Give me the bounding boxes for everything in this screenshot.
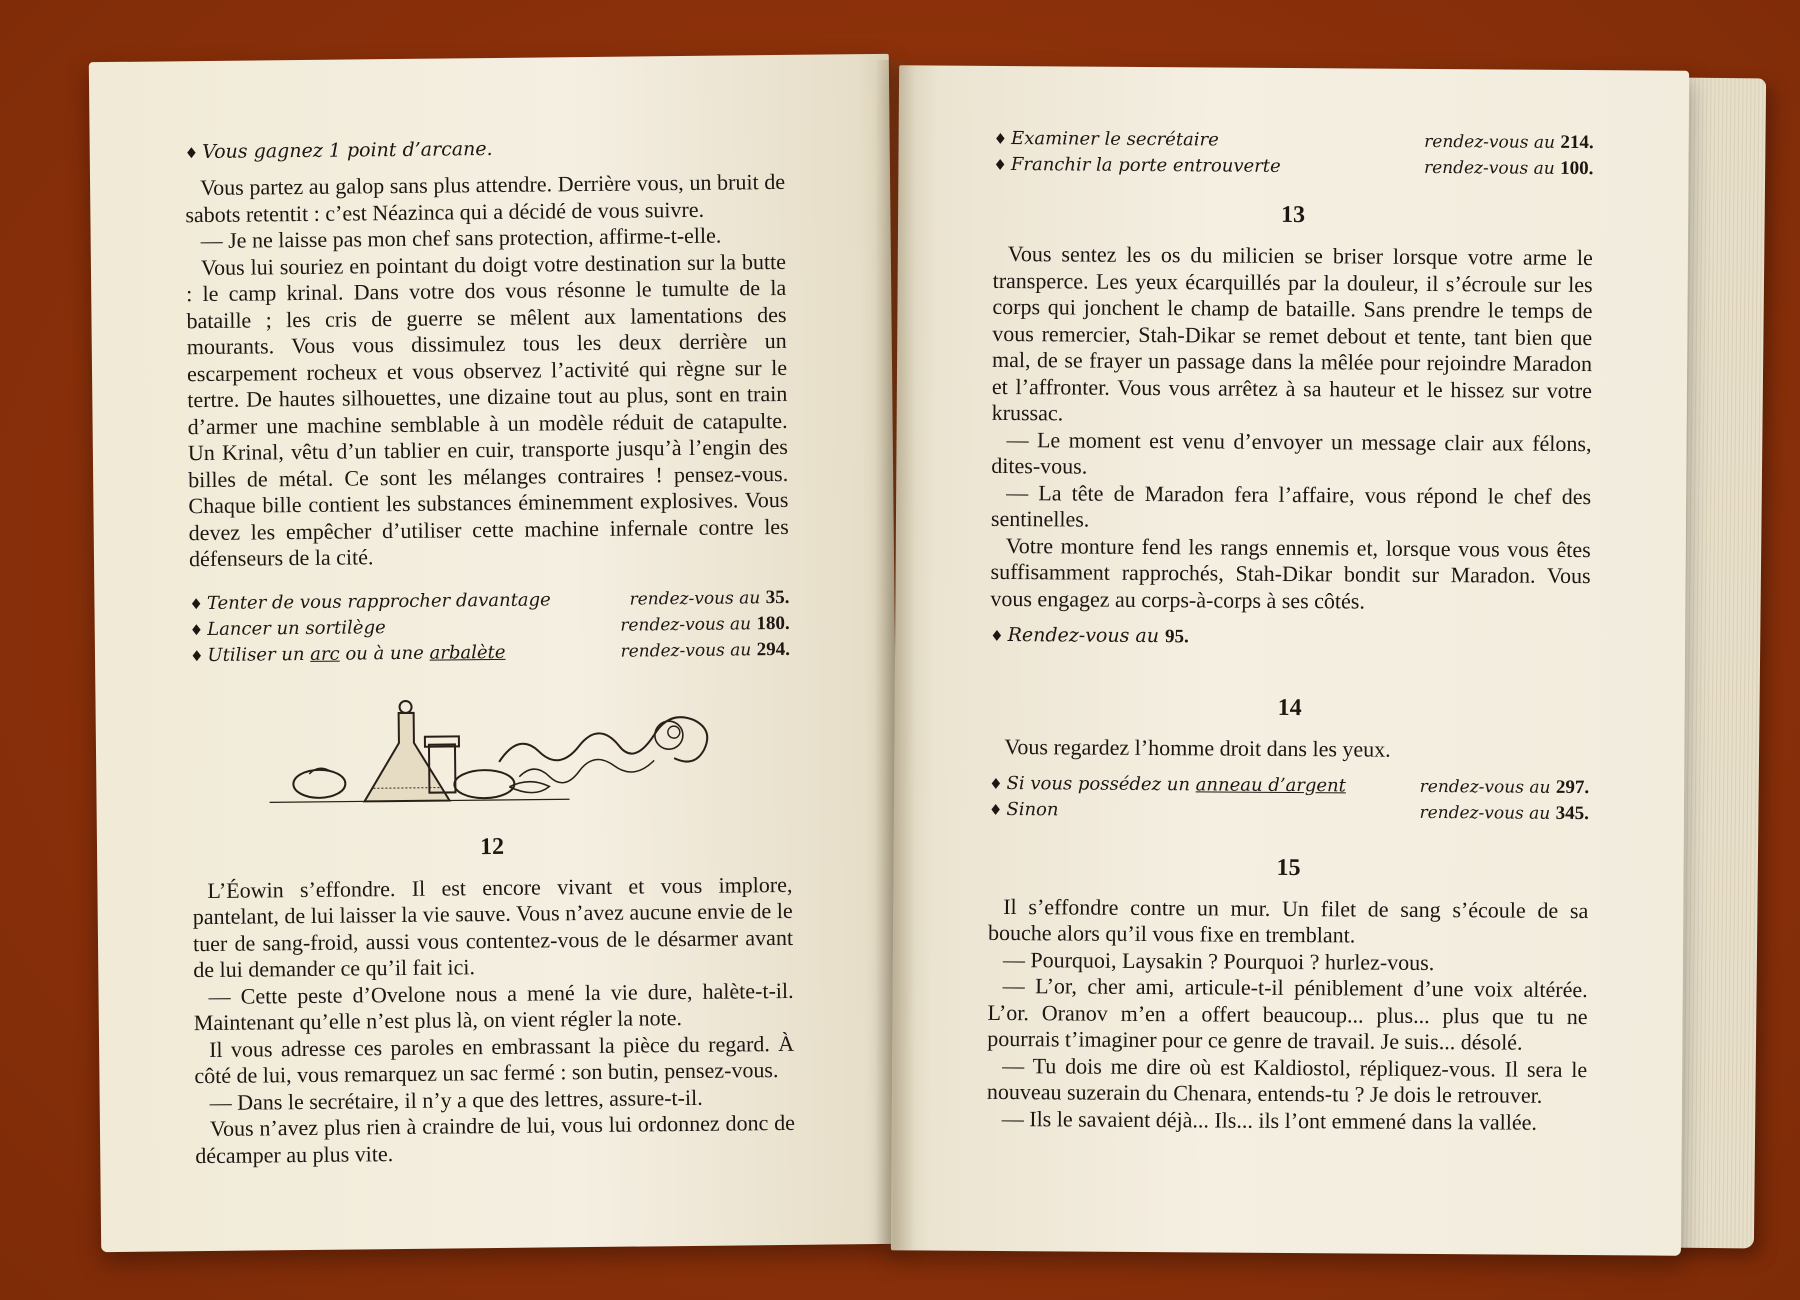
choice-target: rendez-vous au 35. xyxy=(629,586,790,610)
diamond-bullet-icon: ♦ xyxy=(189,646,204,665)
dialog-line: — Dans le secrétaire, il n’y a que des lettres, assure-t-il. xyxy=(209,1084,703,1115)
section-number: 13 xyxy=(1281,201,1306,229)
section-link[interactable]: 180. xyxy=(756,612,790,634)
choice-label: Sinon xyxy=(1006,798,1059,820)
right-page-content xyxy=(987,126,1594,1136)
left-page xyxy=(89,54,901,1252)
choice-label: Examiner le secrétaire xyxy=(1011,128,1219,151)
choice-list xyxy=(993,126,1593,182)
dialog-line: — Je ne laisse pas mon chef sans protection, affirme-t-elle. xyxy=(200,222,722,254)
diamond-bullet-icon: ♦ xyxy=(988,800,1003,819)
dialog-line: — La tête de Maradon fera l’affaire, vous répond le chef des sentinelles. xyxy=(990,479,1592,532)
diamond-bullet-icon: ♦ xyxy=(993,129,1008,149)
paragraph: Vous sentez les os du milicien se briser lorsque votre arme le transperce. Les yeux écarquillés par la douleur, il s’écroule sur les corps qui jonchent le champ de bataille. Sans prendre le temps de vous remercier, Stah-Dikar se remet debout et tente, tant bien que mal, de se frayer un passage dans la mêlée pour rejoindre Maradon et l’affronter. Vous vous arrêtez à sa hauteur et le hissez sur votre krussac. xyxy=(991,241,1593,426)
paragraph: Il s’effondre contre un mur. Un filet de sang s’écoule de sa bouche alors qu’il vous fixe en tremblant. xyxy=(988,893,1589,948)
choice-item[interactable]: ♦ Si vous possédez un anneau d’argent rendez-vous au 297. xyxy=(989,770,1589,800)
item-arbalete: arbalète xyxy=(429,641,506,664)
choice-target: rendez-vous au 100. xyxy=(1423,157,1594,180)
choice-item[interactable] xyxy=(989,796,1589,826)
right-page xyxy=(891,65,1689,1255)
choice-target: rendez-vous au 297. xyxy=(1419,776,1590,798)
alchemy-flasks-illustration xyxy=(268,689,709,814)
dialog-line: — Cette peste d’Ovelone nous a mené la vie dure, halète-t-il. Maintenant qu’elle n’est plus là, on vient régler la note. xyxy=(193,977,794,1036)
dialog-line: — Ils le savaient déjà... Ils... ils l’ont emmené dans la vallée. xyxy=(1001,1105,1538,1135)
left-page-content xyxy=(185,135,796,1169)
gain-text: Vous gagnez 1 point d’arcane. xyxy=(202,137,493,164)
diamond-bullet-icon: ♦ xyxy=(989,774,1003,793)
paragraph: Il vous adresse ces paroles en embrassant la pièce du regard. À côté de lui, vous remarquez un sac fermé : son butin, pensez-vous. xyxy=(194,1030,795,1089)
choice-item[interactable]: ♦ Utiliser un arc ou à une arbalète rendez-vous au 294. xyxy=(189,638,791,666)
diamond-bullet-icon: ♦ xyxy=(189,594,204,613)
section-link[interactable]: 95. xyxy=(1164,626,1189,648)
paragraph: Votre monture fend les rangs ennemis et, lorsque vous vous êtes suffisamment rapprochés, Stah-Dikar bondit sur Maradon. Vous vous engagez au corps-à-corps à ses côtés. xyxy=(990,532,1591,614)
choice-list xyxy=(989,770,1589,826)
dialog-line: — Pourquoi, Laysakin ? Pourquoi ? hurlez-vous. xyxy=(1002,946,1435,975)
section-link[interactable]: 100. xyxy=(1560,157,1594,180)
goto-line[interactable]: ♦ Rendez-vous au 95. xyxy=(990,624,1189,648)
paragraph: Vous lui souriez en pointant du doigt votre destination sur la butte : le camp krinal. Dans votre dos vous résonne le tumulte de la bataille ; les cris de guerre se mêlent aux lamentations des mourants. Vous vous dissimulez tous les deux derrière un escarpement rocheux et vous observez l’activité qui règne sur le tertre. De hautes silhouettes, une dizaine tout au plus, sont en train d’armer une machine semblable à un modèle réduit de catapulte. Un Krinal, vêtu d’un tablier en cuir, transporte jusqu’à l’engin des billes de métal. Ce sont les mélanges contraires ! pensez-vous. Chaque bille contient les substances éminemment explosives. Vous devez les empêcher d’utiliser cette machine infernale contre les défenseurs de la cité. xyxy=(186,248,789,572)
section-link[interactable]: 345. xyxy=(1555,802,1590,824)
choice-list xyxy=(189,584,790,668)
choice-label: Franchir la porte entrouverte xyxy=(1010,154,1281,177)
paragraph: Vous partez au galop sans plus attendre. Derrière vous, un bruit de sabots retentit : c’est Néazinca qui a décidé de vous suivre. xyxy=(185,168,786,227)
paragraph: Vous n’avez plus rien à craindre de lui, vous lui ordonnez donc de décamper au plus vite. xyxy=(195,1109,796,1168)
item-anneau: anneau d’argent xyxy=(1195,773,1346,796)
section-link[interactable]: 35. xyxy=(765,586,790,608)
choice-target: rendez-vous au 294. xyxy=(620,638,791,662)
choice-label: Lancer un sortilège xyxy=(207,616,386,640)
dialog-line: — Tu dois me dire où est Kaldiostol, répliquez-vous. Il sera le nouveau suzerain du Chenara, entends-tu ? Je dois le retrouver. xyxy=(986,1052,1588,1108)
diamond-bullet-icon: ♦ xyxy=(189,620,204,639)
section-number: 15 xyxy=(1276,854,1301,881)
choice-target: rendez-vous au 214. xyxy=(1424,131,1594,154)
section-link[interactable]: 294. xyxy=(756,638,791,660)
paragraph: Vous regardez l’homme droit dans les yeux. xyxy=(1004,734,1391,762)
item-arc: arc xyxy=(310,643,340,665)
section-number: 14 xyxy=(1277,694,1302,722)
choice-target: rendez-vous au 345. xyxy=(1419,802,1590,824)
choice-label: Tenter de vous rapprocher davantage xyxy=(206,588,551,614)
dialog-line: — Le moment est venu d’envoyer un message clair aux félons, dites-vous. xyxy=(991,426,1592,479)
diamond-bullet-icon: ♦ xyxy=(990,626,1004,645)
paragraph: L’Éowin s’effondre. Il est encore vivant et vous implore, pantelant, de lui laisser la vie sauve. Vous n’avez aucune envie de le tuer de sang-froid, aussi vous contentez-vous de le désarmer avant de lui demander ce qu’il fait ici. xyxy=(192,871,794,983)
section-link[interactable]: 214. xyxy=(1560,131,1594,154)
dialog-line: — L’or, cher ami, articule-t-il péniblement d’une voix altérée. L’or. Oranov m’en a offert beaucoup... plus... plus que tu ne pourrais t’imaginer pour ce genre de travail. Je suis... désolé. xyxy=(987,973,1588,1055)
choice-target: rendez-vous au 180. xyxy=(620,612,790,636)
section-number: 12 xyxy=(479,833,505,860)
diamond-bullet-icon: ♦ xyxy=(184,144,199,163)
choice-item[interactable] xyxy=(993,152,1593,182)
diamond-bullet-icon: ♦ xyxy=(993,155,1007,175)
gain-line xyxy=(185,135,785,163)
section-link[interactable]: 297. xyxy=(1555,776,1590,798)
